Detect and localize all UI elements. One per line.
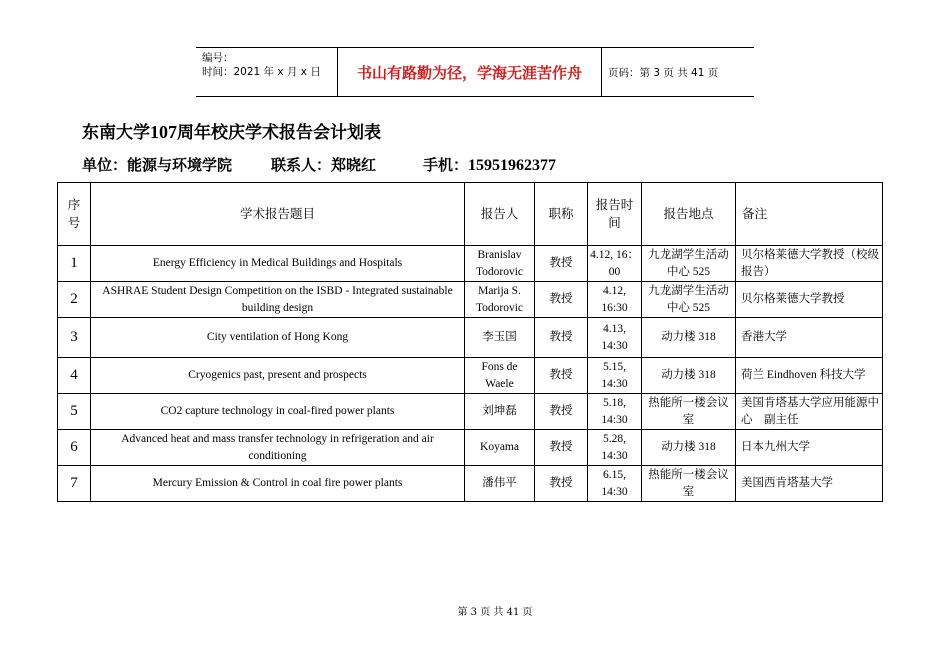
table-row	[58, 430, 883, 466]
table-row	[58, 394, 883, 430]
row-title: CO2 capture technology in coal-fired power plants	[91, 394, 465, 430]
header-meta	[202, 51, 321, 79]
phone-number: 15951962377	[468, 157, 557, 174]
phone-label	[423, 154, 556, 175]
header-number-label: 编号：	[202, 52, 234, 64]
phone-prefix: 手机：	[423, 156, 469, 174]
row-note: 日本九州大学	[736, 430, 883, 466]
row-place: 热能所一楼会议室	[642, 394, 736, 430]
row-note: 美国西肯塔基大学	[736, 466, 883, 502]
row-place: 动力楼 318	[642, 318, 736, 358]
header-motto: 书山有路勤为径，学海无涯苦作舟	[356, 63, 582, 82]
row-speaker: Branislav Todorovic	[465, 246, 535, 282]
row-time: 5.28, 14:30	[588, 430, 642, 466]
row-speaker: Koyama	[465, 430, 535, 466]
row-title: City ventilation of Hong Kong	[91, 318, 465, 358]
row-speaker: Marija S. Todorovic	[465, 282, 535, 318]
row-time: 5.18, 14:30	[588, 394, 642, 430]
document-header	[196, 47, 754, 97]
row-place: 热能所一楼会议室	[642, 466, 736, 502]
header-cell-rank: 职称	[535, 183, 588, 246]
row-title: Mercury Emission & Control in coal fire power plants	[91, 466, 465, 502]
schedule-table	[57, 182, 883, 502]
header-time-label: 时间：2021 年 x 月 x 日	[202, 66, 321, 78]
table-header-row	[58, 183, 883, 246]
header-cell-speaker: 报告人	[465, 183, 535, 246]
row-title: ASHRAE Student Design Competition on the ISBD - Integrated sustainable building design	[91, 282, 465, 318]
row-speaker: Fons de Waele	[465, 358, 535, 394]
contact-label: 联系人：郑晓红	[271, 156, 377, 174]
row-note: 贝尔格莱德大学教授	[736, 282, 883, 318]
row-speaker: 潘伟平	[465, 466, 535, 502]
row-time: 6.15, 14:30	[588, 466, 642, 502]
row-index: 7	[58, 466, 91, 502]
row-note: 美国肯塔基大学应用能源中心 副主任	[736, 394, 883, 430]
row-title: Cryogenics past, present and prospects	[91, 358, 465, 394]
row-place: 九龙湖学生活动中心 525	[642, 246, 736, 282]
table-row	[58, 246, 883, 282]
row-note: 香港大学	[736, 318, 883, 358]
row-time: 4.13, 14:30	[588, 318, 642, 358]
row-rank: 教授	[535, 430, 588, 466]
row-speaker: 刘坤磊	[465, 394, 535, 430]
row-index: 5	[58, 394, 91, 430]
row-time: 4.12, 16:30	[588, 282, 642, 318]
unit-label: 单位：能源与环境学院	[82, 156, 233, 174]
row-note: 贝尔格莱德大学教授（校级报告）	[736, 246, 883, 282]
row-index: 1	[58, 246, 91, 282]
row-index: 3	[58, 318, 91, 358]
row-rank: 教授	[535, 394, 588, 430]
row-place: 九龙湖学生活动中心 525	[642, 282, 736, 318]
row-speaker: 李玉国	[465, 318, 535, 358]
header-cell-note: 备注	[736, 183, 883, 246]
row-index: 6	[58, 430, 91, 466]
row-title: Energy Efficiency in Medical Buildings and Hospitals	[91, 246, 465, 282]
row-note: 荷兰 Eindhoven 科技大学	[736, 358, 883, 394]
page-title	[82, 118, 381, 143]
title-number: 107	[150, 122, 177, 142]
header-cell-title: 学术报告题目	[91, 183, 465, 246]
table-row	[58, 358, 883, 394]
row-rank: 教授	[535, 318, 588, 358]
row-time: 5.15, 14:30	[588, 358, 642, 394]
row-rank: 教授	[535, 358, 588, 394]
row-rank: 教授	[535, 282, 588, 318]
header-page-info: 页码：第 3 页 共 41 页	[608, 66, 719, 79]
row-title: Advanced heat and mass transfer technology in refrigeration and air conditioning	[91, 430, 465, 466]
table-row	[58, 318, 883, 358]
table-row	[58, 466, 883, 502]
row-rank: 教授	[535, 246, 588, 282]
row-place: 动力楼 318	[642, 358, 736, 394]
title-suffix: 周年校庆学术报告会计划表	[177, 123, 381, 143]
title-prefix: 东南大学	[82, 123, 150, 143]
row-index: 2	[58, 282, 91, 318]
row-rank: 教授	[535, 466, 588, 502]
header-cell-place: 报告地点	[642, 183, 736, 246]
row-place: 动力楼 318	[642, 430, 736, 466]
table-row	[58, 282, 883, 318]
row-index: 4	[58, 358, 91, 394]
header-cell-index: 序号	[58, 183, 91, 246]
header-cell-time: 报告时间	[588, 183, 642, 246]
row-time: 4.12, 16：00	[588, 246, 642, 282]
header-divider	[601, 48, 602, 96]
page-footer: 第 3 页 共 41 页	[457, 607, 533, 618]
